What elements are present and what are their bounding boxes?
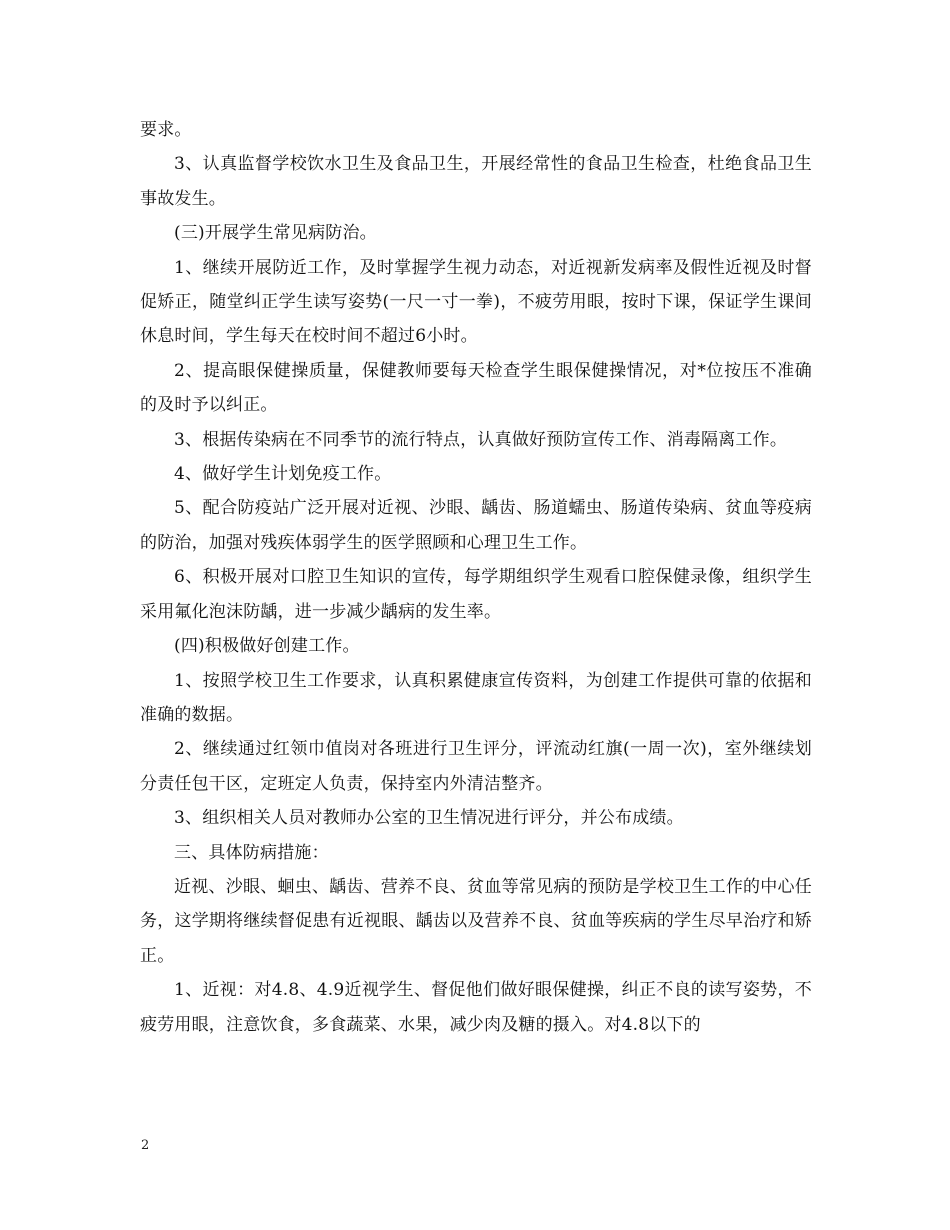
document-body	[140, 113, 812, 1042]
paragraph: 2、提高眼保健操质量，保健教师要每天检查学生眼保健操情况，对*位按压不准确的及时予以纠正。	[140, 360, 812, 416]
paragraph: 近视、沙眼、蛔虫、龋齿、营养不良、贫血等常见病的预防是学校卫生工作的中心任务，这学期将继续督促患有近视眼、龋齿以及营养不良、贫血等疾病的学生尽早治疗和矫正。	[140, 876, 812, 966]
paragraph: 1、近视：对4.8、4.9近视学生、督促他们做好眼保健操，纠正不良的读写姿势，不疲劳用眼，注意饮食，多食蔬菜、水果，减少肉及糖的摄入。对4.8以下的	[140, 980, 812, 1035]
paragraph: 三、具体防病措施：	[174, 842, 329, 863]
paragraph: 2、继续通过红领巾值岗对各班进行卫生评分，评流动红旗(一周一次)，室外继续划分责任包干区，定班定人负责，保持室内外清洁整齐。	[140, 739, 812, 794]
paragraph: 1、继续开展防近工作，及时掌握学生视力动态，对近视新发病率及假性近视及时督促矫正，随堂纠正学生读写姿势(一尺一寸一拳)，不疲劳用眼，按时下课，保证学生课间休息时间，学生每天在校时间不超过6小时。	[140, 257, 812, 347]
paragraph: 3、组织相关人员对教师办公室的卫生情况进行评分，并公布成绩。	[174, 808, 684, 829]
page-number: 2	[141, 1138, 150, 1153]
paragraph: 3、认真监督学校饮水卫生及食品卫生，开展经常性的食品卫生检查，杜绝食品卫生事故发生。	[140, 154, 812, 209]
paragraph: 6、积极开展对口腔卫生知识的宣传，每学期组织学生观看口腔保健录像，组织学生采用氟化泡沫防龋，进一步减少龋病的发生率。	[140, 567, 812, 622]
paragraph: 5、配合防疫站广泛开展对近视、沙眼、龋齿、肠道蠕虫、肠道传染病、贫血等疫病的防治，加强对残疾体弱学生的医学照顾和心理卫生工作。	[140, 498, 812, 553]
paragraph: (三)开展学生常见病防治。	[174, 223, 377, 244]
paragraph: 4、做好学生计划免疫工作。	[174, 464, 392, 485]
paragraph: 要求。	[140, 120, 192, 140]
paragraph: 3、根据传染病在不同季节的流行特点，认真做好预防宣传工作、消毒隔离工作。	[174, 429, 788, 450]
paragraph: 1、按照学校卫生工作要求，认真积累健康宣传资料，为创建工作提供可靠的依据和准确的数据。	[140, 670, 812, 725]
paragraph: (四)积极做好创建工作。	[174, 636, 360, 657]
